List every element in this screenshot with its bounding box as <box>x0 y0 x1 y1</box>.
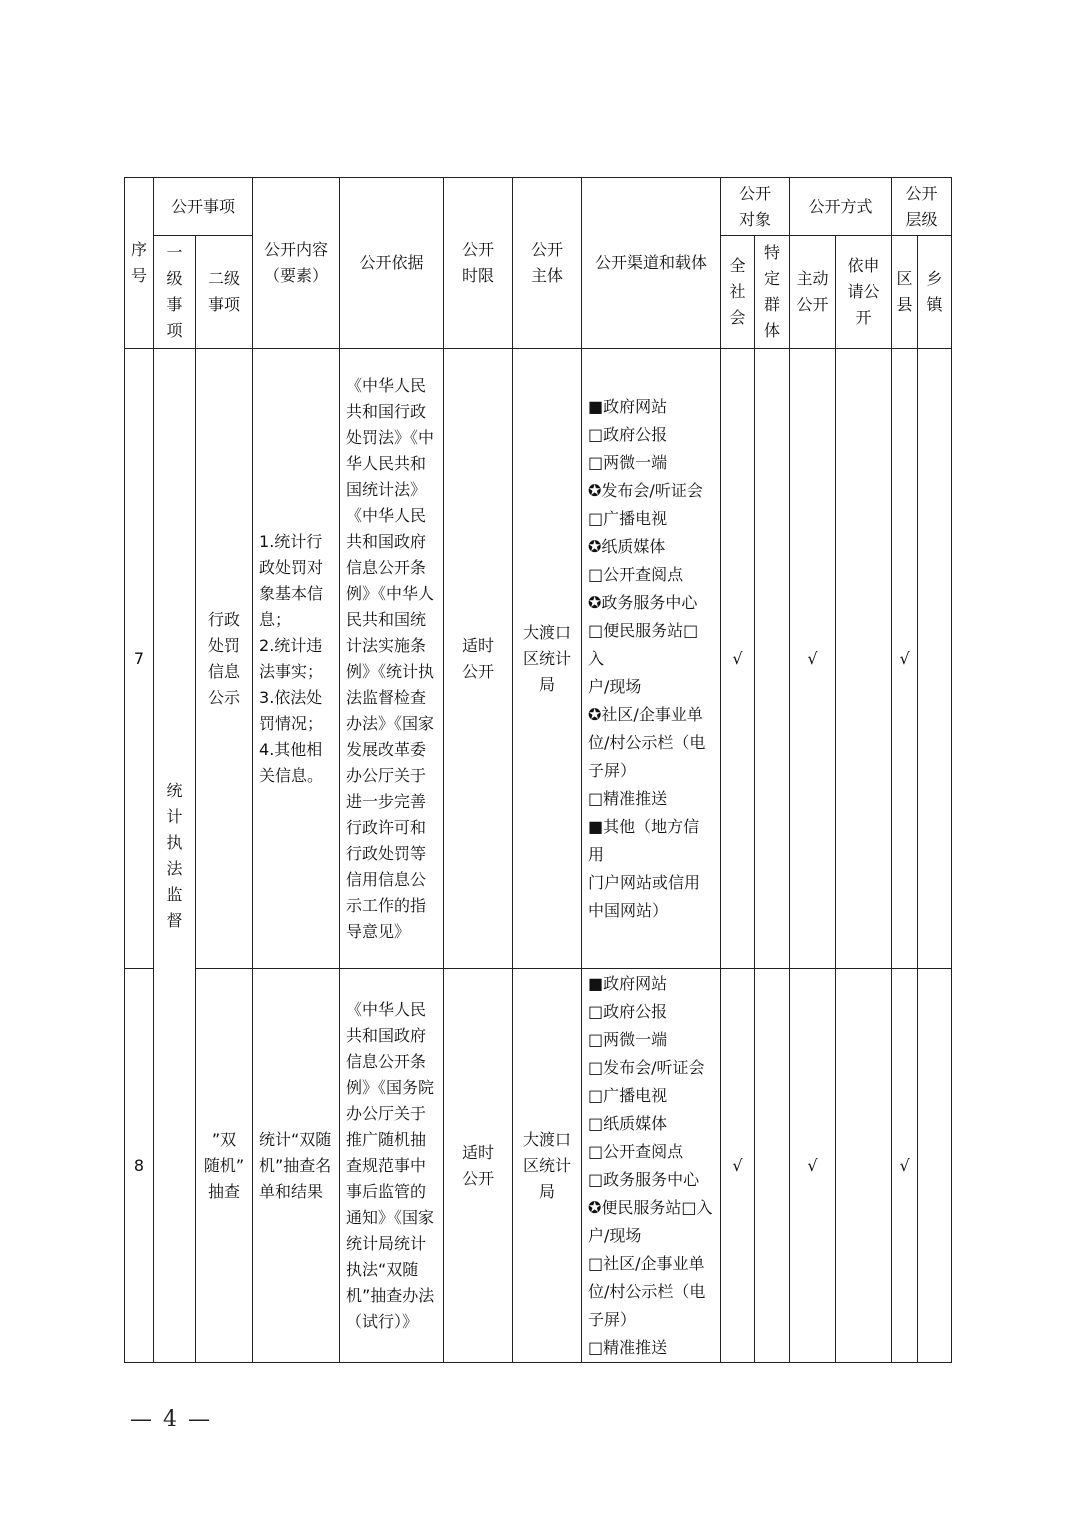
row-channels: ■政府网站 □政府公报 □两微一端 ✪发布会/听证会 □广播电视 ✪纸质媒体 □公开查阅点 ✪政务服务中心 □便民服务站□入 户/现场 ✪社区/企事业单 位/村公示栏（电 子屏） □精准推送 ■其他（地方信用 门户网站或信用 中国网站） <box>582 349 721 969</box>
table-row <box>125 349 952 969</box>
header-level-town: 乡 镇 <box>918 236 952 349</box>
row-level-county: √ <box>892 969 918 1363</box>
row-audience-specific <box>755 349 790 969</box>
row-method-apply <box>836 349 892 969</box>
table-row <box>125 969 952 1363</box>
disclosure-table <box>124 177 952 1363</box>
header-method-group: 公开方式 <box>790 178 892 236</box>
header-level-group: 公开 层级 <box>892 178 952 236</box>
row-level2: ”双 随机” 抽查 <box>196 969 253 1363</box>
header-channels: 公开渠道和载体 <box>582 178 721 349</box>
row-time-limit: 适时 公开 <box>444 969 513 1363</box>
row-seq: 7 <box>125 349 154 969</box>
row-method-active: √ <box>790 349 836 969</box>
header-method-active: 主动 公开 <box>790 236 836 349</box>
page-number: — 4 — <box>130 1407 212 1432</box>
row-content: 统计“双随 机”抽查名 单和结果 <box>253 969 340 1363</box>
header-audience-group: 公开 对象 <box>721 178 790 236</box>
row-audience-all: √ <box>721 969 755 1363</box>
header-subject: 公开 主体 <box>513 178 582 349</box>
row-method-active: √ <box>790 969 836 1363</box>
row-level-town <box>918 969 952 1363</box>
header-seq: 序 号 <box>125 178 154 349</box>
header-audience-all: 全 社 会 <box>721 236 755 349</box>
row-basis: 《中华人民 共和国政府 信息公开条 例》《国务院 办公厅关于 推广随机抽 查规范事中 事后监管的 通知》《国家 统计局统计 执法“双随 机”抽查办法 （试行）》 <box>340 969 444 1363</box>
row-audience-specific <box>755 969 790 1363</box>
header-basis: 公开依据 <box>340 178 444 349</box>
header-time-limit: 公开 时限 <box>444 178 513 349</box>
header-audience-specific: 特 定 群 体 <box>755 236 790 349</box>
category-cell: 统 计 执 法 监 督 <box>154 349 196 1363</box>
row-audience-all: √ <box>721 349 755 969</box>
row-level-county: √ <box>892 349 918 969</box>
row-level-town <box>918 349 952 969</box>
header-level2: 二级 事项 <box>196 236 253 349</box>
row-seq: 8 <box>125 969 154 1363</box>
row-subject: 大渡口 区统计 局 <box>513 969 582 1363</box>
row-level2: 行政 处罚 信息 公示 <box>196 349 253 969</box>
row-method-apply <box>836 969 892 1363</box>
row-channels: ■政府网站 □政府公报 □两微一端 □发布会/听证会 □广播电视 □纸质媒体 □公开查阅点 □政务服务中心 ✪便民服务站□入 户/现场 □社区/企事业单 位/村公示栏（电 子屏） □精准推送 <box>582 969 721 1363</box>
header-level-county: 区 县 <box>892 236 918 349</box>
row-time-limit: 适时 公开 <box>444 349 513 969</box>
header-content: 公开内容 （要素） <box>253 178 340 349</box>
header-method-apply: 依申 请公 开 <box>836 236 892 349</box>
row-subject: 大渡口 区统计 局 <box>513 349 582 969</box>
header-row-1 <box>125 178 952 236</box>
row-basis: 《中华人民 共和国行政 处罚法》《中 华人民共和 国统计法》 《中华人民 共和国政府 信息公开条 例》《中华人 民共和国统 计法实施条 例》《统计执 法监督检查 办法》《国家 发展改革委 办公厅关于 进一步完善 行政许可和 行政处罚等 信用信息公 示工作的指 导意见》 <box>340 349 444 969</box>
header-items-group: 公开事项 <box>154 178 253 236</box>
header-level1: 一 级 事 项 <box>154 236 196 349</box>
row-content: 1.统计行 政处罚对 象基本信 息； 2.统计违 法事实； 3.依法处 罚情况； 4.其他相 关信息。 <box>253 349 340 969</box>
